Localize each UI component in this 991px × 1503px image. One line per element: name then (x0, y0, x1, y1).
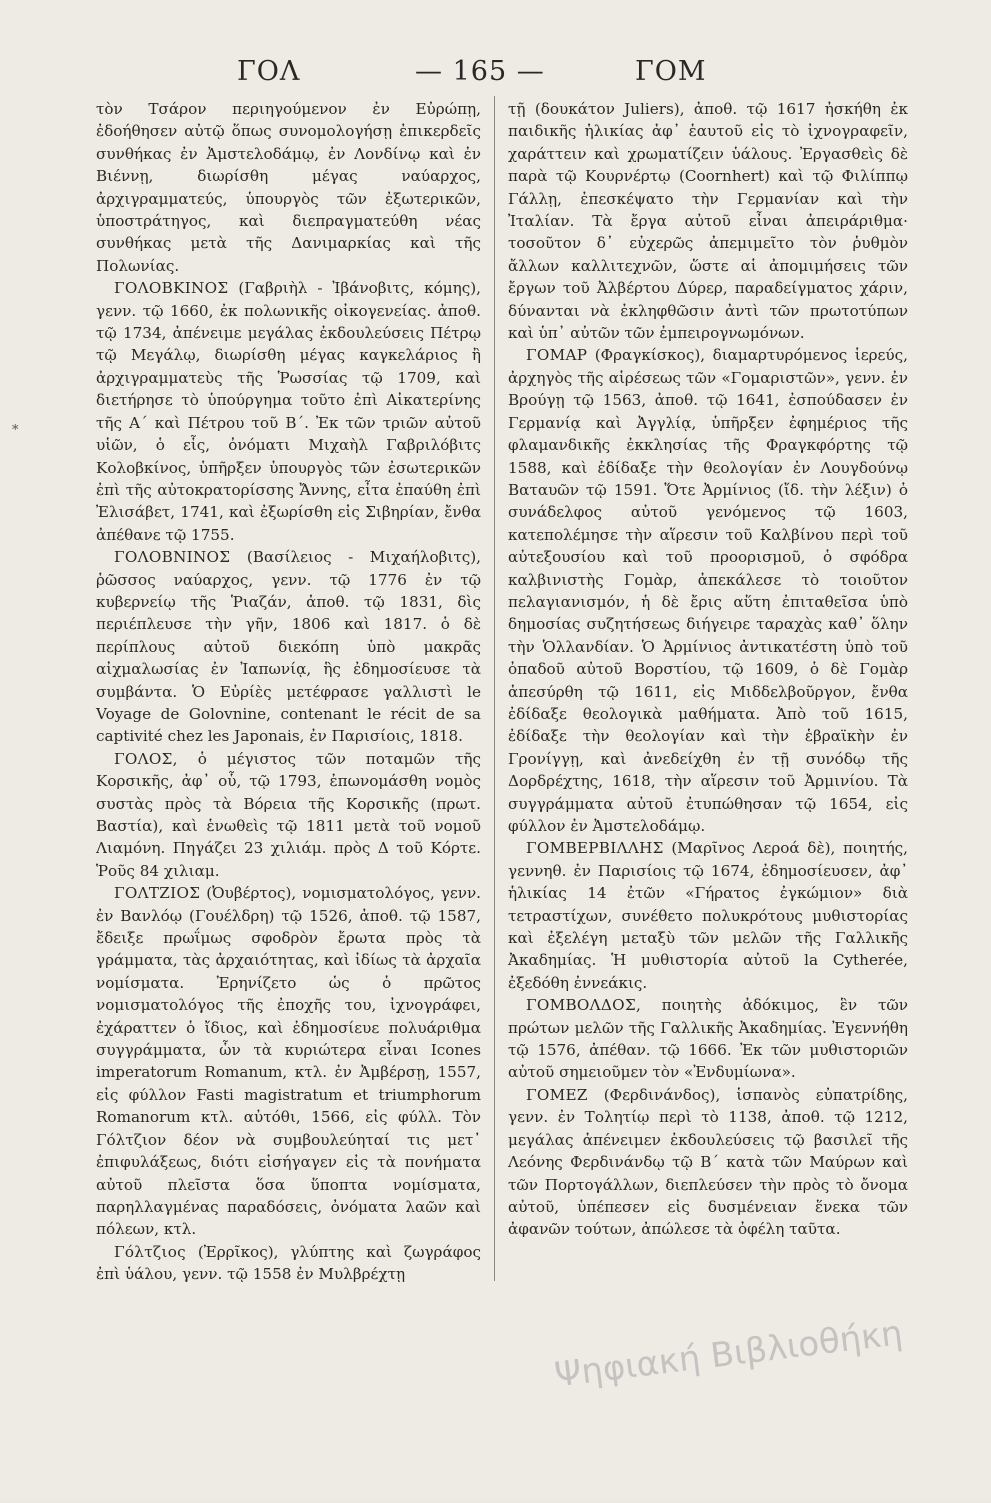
entry-text: τῇ (δουκάτον Juliers), ἀποθ. τῷ 1617 ἠσκήθη ἐκ παιδικῆς ἡλικίας ἀφ᾽ ἑαυτοῦ εἰς τὸ ἰχνογραφεῖν, χαράττειν καὶ χρωματίζειν ὑάλους. Ἐργασθεὶς δὲ παρὰ τῷ Κουρνέρτῳ (Coornhert) καὶ τῷ Φιλίππῳ Γάλλῃ, ἐπεσκέψατο τὴν Γερμανίαν καὶ τὴν Ἰταλίαν. Τὰ ἔργα αὐτοῦ εἶναι ἀπειράριθμα· τοσοῦτον δ᾽ εὐχερῶς ἀπεμιμεῖτο τὸν ῥυθμὸν ἄλλων καλλιτεχνῶν, ὥστε αἱ ἀπομιμήσεις τῶν ἔργων τοῦ Ἀλβέρτου Δύρερ, παραδείγματος χάριν, δύνανται νὰ ἐκληφθῶσιν ἀντὶ τῶν πρωτοτύπων καὶ ὑπ᾽ αὐτῶν τῶν ἐμπειρογνωμόνων. (508, 100, 908, 343)
entry-text: (Γαβριὴλ - Ἰβάνοβιτς, κόμης), γενν. τῷ 1660, ἐκ πολωνικῆς οἰκογενείας. ἀποθ. τῷ 1734, ἀπένειμε μεγάλας ἐκδουλεύσεις Πέτρῳ τῷ Μεγάλῳ, διωρίσθη μέγας καγκελάριος ἢ ἀρχιγραμματεὺς τῆς Ῥωσσίας τῷ 1709, καὶ διετήρησε τὸ ὑπούργημα τοῦτο ἐπὶ Αἰκατερίνης τῆς Α΄ καὶ Πέτρου τοῦ Β΄. Ἐκ τῶν τριῶν αὐτοῦ υἱῶν, ὁ εἷς, ὀνόματι Μιχαὴλ Γαβριλόβιτς Κολοβκίνος, ὑπῆρξεν ὑπουργὸς τῶν ἐσωτερικῶν ἐπὶ τῆς αὐτοκρατορίσσης Ἄννης, εἶτα ἐπαύθη ἐπὶ Ἐλισάβετ, 1741, καὶ ἐξωρίσθη εἰς Σιβηρίαν, ἔνθα ἀπέθανε τῷ 1755. (96, 279, 481, 544)
entry-head: ΓΟΜΑΡ (526, 346, 588, 365)
entry-gombauld (508, 994, 908, 1084)
entry-text: , ποιητὴς ἀδόκιμος, ἓν τῶν πρώτων μελῶν τῆς Γαλλικῆς Ἀκαδημίας. Ἐγεννήθη τῷ 1576, ἀπέθαν. τῷ 1666. Ἐκ τῶν μυθιστοριῶν αὐτοῦ σημειοῦμεν τὸν «Ἐνδυμίωνα». (508, 996, 908, 1082)
entry-golovninos (96, 546, 481, 748)
entry-head: ΓΟΜΒΟΛΔΟΣ (526, 996, 636, 1015)
column-divider (494, 96, 495, 1281)
entry-head: ΓΟΛΟΣ, (114, 749, 178, 768)
entry-head: ΓΟΛΟΒΚΙΝΟΣ (114, 279, 229, 298)
left-column (96, 98, 481, 1286)
entry-text: (Φραγκίσκος), διαμαρτυρόμενος ἱερεύς, ἀρχηγὸς τῆς αἱρέσεως τῶν «Γομαριστῶν», γενν. ἐν Βρούγῃ τῷ 1563, ἀποθ. τῷ 1641, ἐσπούδασεν ἐν Γερμανίᾳ καὶ Ἀγγλίᾳ, ὑπῆρξεν ἐφημέριος τῆς φλαμανδικῆς ἐκκλησίας τῆς Φραγκφόρτης τῷ 1588, καὶ ἐδίδαξε τὴν θεολογίαν ἐν Λουγδούνῳ Βαταυῶν τῷ 1591. Ὅτε Ἀρμίνιος (ἴδ. τὴν λέξιν) ὁ συνάδελφος αὐτοῦ γενόμενος τῷ 1603, κατεπολέμησε τὴν αἵρεσιν τοῦ Καλβίνου περὶ τοῦ αὐτεξουσίου καὶ τοῦ προορισμοῦ, ὁ σφόδρα καλβινιστὴς Γομὰρ, ἀπεκάλεσε τὸ τοιοῦτον πελαγιανισμόν, ἡ δὲ ἔρις αὕτη ἐπιταθεῖσα ὑπὸ δημοσίας συζητήσεως διήγειρε ταραχὰς καθ᾽ ὅλην τὴν Ὁλλανδίαν. Ὁ Ἀρμίνιος ἀντικατέστη ὑπὸ τοῦ ὀπαδοῦ αὐτοῦ Βορστίου, τῷ 1609, ὁ δὲ Γομὰρ ἀπεσύρθη τῷ 1611, εἰς Μιδδελβοῦργον, ἔνθα ἐδίδαξε θεολογικὰ μαθήματα. Ἀπὸ τοῦ 1615, ἐδίδαξε τὴν θεολογίαν καὶ τὴν ἑβραϊκὴν ἐν Γρονίγγῃ, καὶ ἀνεδείχθη ἐν τῇ συνόδῳ τῆς Δορδρέχτης, 1618, τὴν αἵρεσιν τοῦ Ἀρμινίου. Τὰ συγγράμματα αὐτοῦ ἐτυπώθησαν τῷ 1654, εἰς φύλλον ἐν Ἀμστελοδάμῳ. (508, 346, 908, 835)
entry-goltzios-errikos (96, 1241, 481, 1286)
entry-text: (Ὀυβέρτος), νομισματολόγος, γενν. ἐν Βανλόῳ (Γουέλδρη) τῷ 1526, ἀποθ. τῷ 1587, ἔδειξε πρωΐμως σφοδρὸν ἔρωτα πρὸς τὰ γράμματα, τὰς ἀρχαιότητας, καὶ ἰδίως τὰ ἀρχαῖα νομίσματα. Ἐρηνίζετο ὡς ὁ πρῶτος νομισματολόγος τῆς ἐποχῆς του, ἰχνογράφει, ἐχάραττεν ὁ ἴδιος, καὶ ἐδημοσίευε πολυάριθμα συγγράμματα, ὧν τὰ κυριώτερα εἶναι Icones imperatorum Romanum, κτλ. ἐν Ἀμβέρσῃ, 1557, εἰς φύλλον Fasti magistratum et triumphorum Romanorum κτλ. αὐτόθι, 1566, εἰς φύλλ. Τὸν Γόλτζιον δέον νὰ συμβουλεύηταί τις μετ᾽ ἐπιφυλάξεως, διότι εἰσήγαγεν εἰς τὰ πονήματα αὐτοῦ πλεῖστα ὅσα ὕποπτα νομίσματα, παρηλλαγμένας παραδόσεις, ὀνόματα λαῶν καὶ πόλεων, κτλ. (96, 884, 482, 1239)
entry-text: (Φερδινάνδος), ἱσπανὸς εὐπατρίδης, γενν. ἐν Τολητίῳ περὶ τὸ 1138, ἀποθ. τῷ 1212, μεγάλας ἀπένειμεν ἐκδουλεύσεις τῷ βασιλεῖ τῆς Λεόνης Φερδινάνδῳ τῷ Β΄ κατὰ τῶν Μαύρων καὶ τῶν Πορτογάλλων, διεπλεύσεν τὴν πρὸς τὸ ὄνομα αὐτοῦ, ὑπέπεσεν εἰς δυσμένειαν ἕνεκα τῶν ἀφανῶν τούτων, ἀπώλεσε τὰ ὀφέλη ταῦτα. (508, 1085, 908, 1239)
page-header (75, 56, 935, 92)
header-left-term: ΓΟΛ (237, 56, 301, 87)
entry-head: ΓΟΜΒΕΡΒΙΛΛΗΣ (526, 839, 664, 858)
entry-head: ΓΟΜΕΖ (526, 1085, 588, 1104)
entry-text: (Μαρῖνος Λεροά δὲ), ποιητής, γεννηθ. ἐν Παρισίοις τῷ 1674, ἐδημοσίευσεν, ἀφ᾽ ἡλικίας 14 ἐτῶν «Γήρατος ἐγκώμιον» διὰ τετραστίχων, συνέθετο πολυκρότους μυθιστορίας καὶ ἐξελέγη μεταξὺ τῶν μελῶν τῆς Γαλλικῆς Ἀκαδημίας. Ἡ μυθιστορία αὐτοῦ la Cytherée, ἐξεδόθη ἐννεάκις. (508, 839, 908, 992)
entry-gomar (508, 344, 908, 837)
entry-head: Γόλτζιος (114, 1242, 186, 1261)
entry-continuation (96, 98, 481, 277)
entry-text: (Βασίλειος - Μιχαήλοβιτς), ῥῶσσος ναύαρχος, γενν. τῷ 1776 ἐν τῷ κυβερνείῳ τῆς Ῥιαζάν, ἀποθ. τῷ 1831, δὶς περιέπλευσε τὴν γῆν, 1806 καὶ 1817. ὁ δὲ περίπλους αὐτοῦ διεκόπη ὑπὸ μακρᾶς αἰχμαλωσίας ἐν Ἰαπωνίᾳ, ἣς ἐδημοσίευσε τὰ συμβάντα. Ὁ Εὐρίὲς μετέφρασε γαλλιστὶ le Voyage de Golovnine, contenant le récit de sa captivité chez les Japonais, ἐν Παρισίοις, 1818. (96, 548, 482, 746)
entry-head: ΓΟΛΤΖΙΟΣ (114, 884, 201, 903)
entry-gomez (508, 1084, 908, 1241)
entry-golovkinos (96, 277, 481, 546)
margin-mark: * (12, 423, 19, 438)
entry-goltzios (96, 882, 481, 1241)
entry-head: ΓΟΛΟΒΝΙΝΟΣ (114, 548, 231, 567)
entry-gomberville (508, 837, 908, 994)
entry-continuation (508, 98, 908, 344)
entry-text: ὁ μέγιστος τῶν ποταμῶν τῆς Κορσικῆς, ἀφ᾽ οὗ, τῷ 1793, ἐπωνομάσθη νομὸς συστὰς πρὸς τὰ Βόρεια τῆς Κορσικῆς (πρωτ. Βαστία), καὶ ἑνωθεὶς τῷ 1811 μετὰ τοῦ νομοῦ Λιαμόνη. Πηγάζει 23 χιλιάμ. πρὸς Δ τοῦ Κόρτε. Ῥοῦς 84 χιλιαμ. (96, 749, 481, 880)
right-column (508, 98, 908, 1241)
entry-text: τὸν Τσάρον περιηγούμενον ἐν Εὐρώπῃ, ἐδοήθησεν αὐτῷ ὅπως συνομολογήσῃ ἐπικερδεῖς συνθήκας ἐν Ἀμστελοδάμῳ, ἐν Λονδίνῳ καὶ ἐν Βιέννῃ, διωρίσθη μέγας ναύαρχος, ἀρχιγραμματεύς, ὑπουργὸς τῶν ἐξωτερικῶν, ὑποστράτηγος, καὶ διεπραγματεύθη νέας συνθήκας μετὰ τῆς Δανιμαρκίας καὶ τῆς Πολωνίας. (96, 100, 481, 275)
page-number: — 165 — (415, 56, 545, 87)
library-watermark: Ψηφιακή Βιβλιοθήκη (552, 1313, 905, 1396)
entry-golos (96, 748, 481, 882)
entry-text: (Ἐρρῖκος), γλύπτης καὶ ζωγράφος ἐπὶ ὑάλου, γενν. τῷ 1558 ἐν Μυλβρέχτῃ (96, 1242, 482, 1284)
header-right-term: ΓΟΜ (635, 56, 707, 87)
